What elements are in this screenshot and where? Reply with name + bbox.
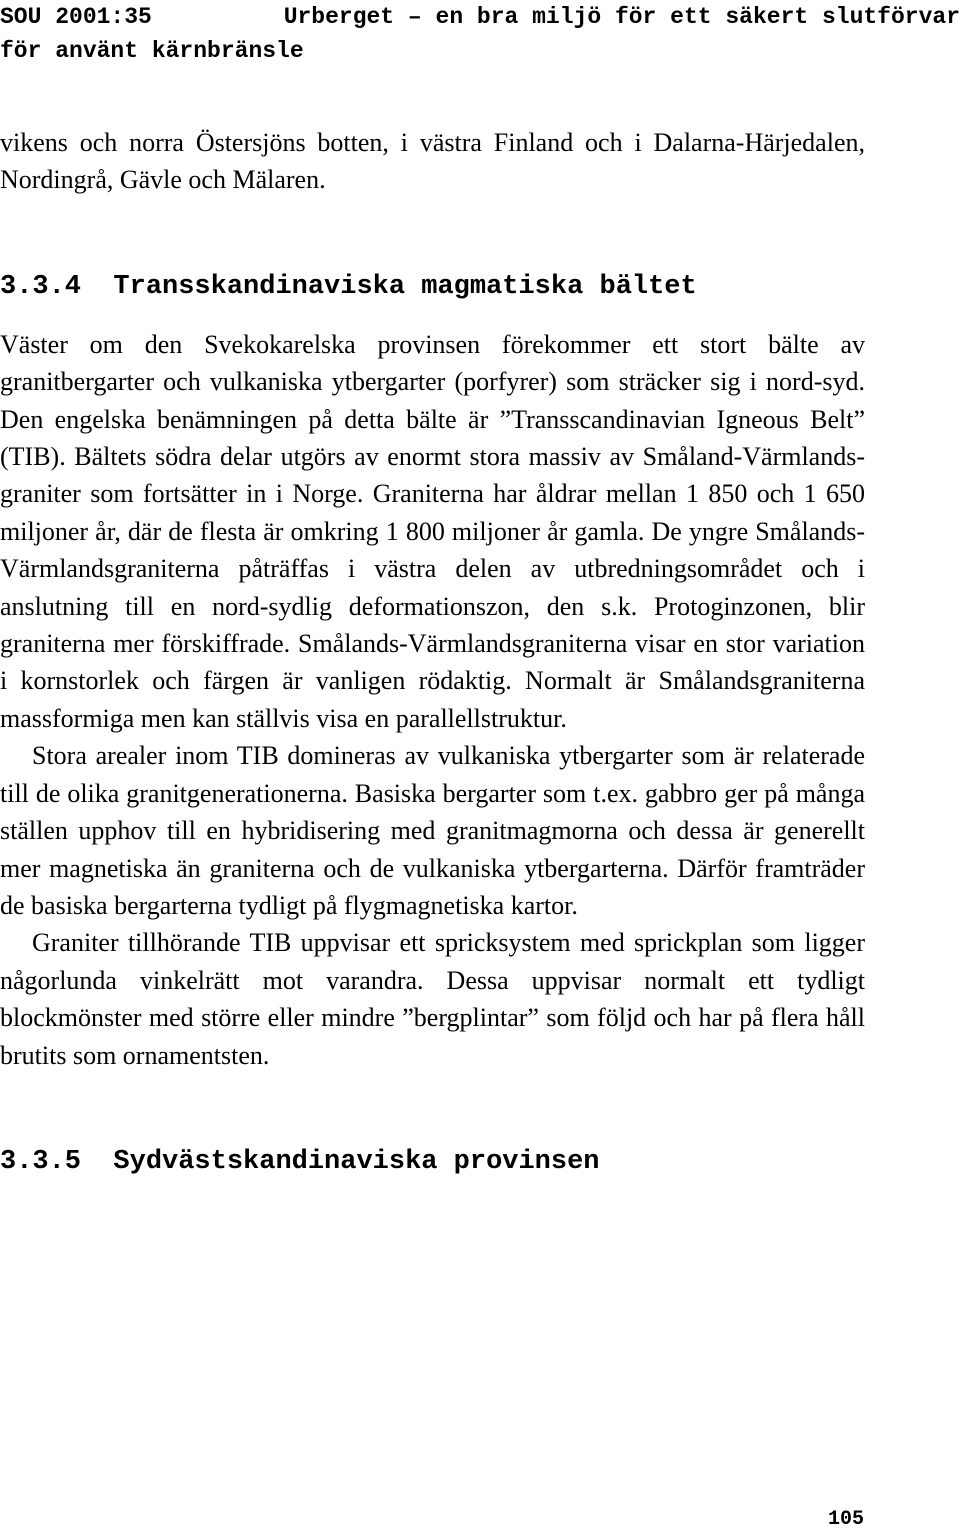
paragraph: Graniter tillhörande TIB uppvisar ett spricksystem med sprickplan som ligger någorlunda vinkelrätt mot varandra. Dessa uppvisar normalt ett tydligt blockmönster med större eller mindre ”bergplintar” som följd och har på flera håll brutits som ornamentsten. [0, 928, 865, 1070]
paragraph: Stora arealer inom TIB domineras av vulkaniska ytbergarter som är relaterade till de olika granitgenerationerna. Basiska bergarter som t.ex. gabbro ger på många ställen upphov till en hybridisering med granitmagmorna och dessa är generellt mer magnetiska än graniterna och de vulkaniska ytbergarterna. Därför framträder de basiska bergarterna tydligt på flygmagnetiska kartor. [0, 741, 865, 920]
running-title: Urberget – en bra miljö för ett säkert slutförvar [283, 4, 960, 30]
page-body [0, 124, 865, 1181]
page-number: 105 [827, 1508, 864, 1531]
continued-paragraph: vikens och norra Östersjöns botten, i västra Finland och i Dalarna-Härjedalen, Nordingrå, Gävle och Mälaren. [0, 128, 865, 195]
running-title-continued: för använt kärnbränsle [0, 38, 304, 64]
section-heading-3-3-5: 3.3.5 Sydvästskandinaviska provinsen [0, 1146, 600, 1177]
paragraph: Väster om den Svekokarelska provinsen förekommer ett stort bälte av granitbergarter och vulkaniska ytbergarter (porfyrer) som sträcker sig i nord-syd. Den engelska benämningen på detta bälte är ”Transscandinavian Igneous Belt” (TIB). Bältets södra delar utgörs av enormt stora massiv av Småland-Värmlands-graniter som fortsätter in i Norge. Graniterna har åldrar mellan 1 850 och 1 650 miljoner år, där de flesta är omkring 1 800 miljoner år gamla. De yngre Smålands-Värmlandsgraniterna påträffas i västra delen av utbredningsområdet och i anslutning till en nord-sydlig deformationszon, den s.k. Protoginzonen, blir graniterna mer förskiffrade. Smålands-Värmlandsgraniterna visar en stor variation i kornstorlek och färgen är vanligen rödaktig. Normalt är Smålandsgraniterna massformiga men kan ställvis visa en parallellstruktur. [0, 329, 865, 733]
section-heading-3-3-4: 3.3.4 Transskandinaviska magmatiska bältet [0, 271, 697, 302]
header-row [0, 0, 960, 34]
running-header [0, 0, 960, 68]
report-id: SOU 2001:35 [0, 4, 152, 30]
